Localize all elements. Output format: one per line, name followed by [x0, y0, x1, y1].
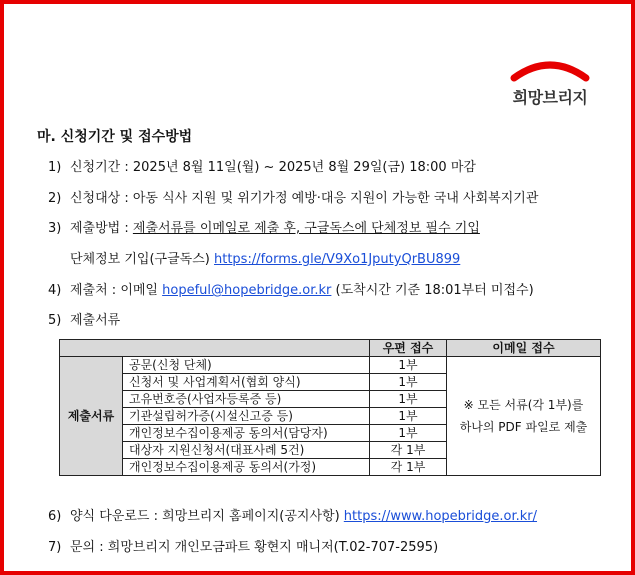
item-period	[48, 156, 476, 175]
item-number: 5)	[48, 313, 62, 328]
email-link[interactable]: hopeful@hopebridge.or.kr	[162, 283, 332, 298]
item-submit-to	[48, 279, 534, 298]
logo-arc-icon	[508, 56, 592, 82]
item-contact	[48, 536, 438, 555]
table-header-row	[60, 340, 601, 357]
item-label: 제출처 : 이메일	[70, 283, 163, 298]
item-label: 양식 다운로드 : 희망브리지 홈페이지(공지사항)	[70, 509, 344, 524]
post-count: 1부	[370, 374, 447, 391]
doc-name: 개인정보수집이용제공 동의서(담당자)	[123, 425, 370, 442]
table-header-blank	[60, 340, 370, 357]
doc-name: 고유번호증(사업자등록증 등)	[123, 391, 370, 408]
item-text: 신청기간 : 2025년 8월 11일(월) ~ 2025년 8월 29일(금) 18:00 마감	[70, 160, 476, 175]
item-target	[48, 187, 538, 206]
post-count: 1부	[370, 357, 447, 374]
item-number: 7)	[48, 540, 62, 555]
email-note-cell	[447, 357, 601, 476]
doc-name: 신청서 및 사업계획서(협회 양식)	[123, 374, 370, 391]
table-row	[60, 357, 601, 374]
google-form-link[interactable]: https://forms.gle/V9Xo1JputyQrBU899	[214, 252, 461, 267]
doc-name: 공문(신청 단체)	[123, 357, 370, 374]
item-text: 제출서류	[70, 313, 121, 328]
item-number: 2)	[48, 191, 62, 206]
section-heading: 마. 신청기간 및 접수방법	[37, 129, 193, 145]
item-note: (도착시간 기준 18:01부터 미접수)	[331, 283, 534, 298]
item-number: 4)	[48, 283, 62, 298]
header-email: 이메일 접수	[447, 340, 601, 357]
doc-name: 기관설립허가증(시설신고증 등)	[123, 408, 370, 425]
item-text: 신청대상 : 아동 식사 지원 및 위기가정 예방·대응 지원이 가능한 국내 사회복지기관	[70, 191, 539, 206]
category-cell: 제출서류	[60, 357, 123, 476]
homepage-link[interactable]: https://www.hopebridge.or.kr/	[343, 509, 538, 524]
item-underlined-text: 제출서류를 이메일로 제출 후, 구글독스에 단체정보 필수 기입	[132, 221, 480, 236]
doc-name: 대상자 지원신청서(대표사례 5건)	[123, 442, 370, 459]
item-label: 제출방법 :	[70, 221, 133, 236]
item-number: 6)	[48, 509, 62, 524]
item-download	[48, 505, 537, 524]
item-number: 3)	[48, 221, 62, 236]
item-label: 단체정보 기입(구글독스)	[70, 252, 214, 267]
doc-name: 개인정보수집이용제공 동의서(가정)	[123, 459, 370, 476]
logo-text: 희망브리지	[512, 88, 588, 107]
header-post: 우편 접수	[370, 340, 447, 357]
post-count: 1부	[370, 391, 447, 408]
item-text: 문의 : 희망브리지 개인모금파트 황현지 매니저(T.02-707-2595)	[70, 540, 439, 555]
post-count: 1부	[370, 425, 447, 442]
email-note-line: 하나의 PDF 파일로 제출	[459, 420, 588, 434]
documents-table	[59, 339, 601, 476]
item-documents	[48, 309, 120, 328]
email-note-line: ※ 모든 서류(각 1부)를	[463, 398, 584, 412]
hopebridge-logo	[500, 56, 600, 106]
post-count: 각 1부	[370, 459, 447, 476]
item-number: 1)	[48, 160, 62, 175]
item-method	[48, 217, 480, 236]
post-count: 각 1부	[370, 442, 447, 459]
post-count: 1부	[370, 408, 447, 425]
item-google-form	[70, 248, 460, 267]
